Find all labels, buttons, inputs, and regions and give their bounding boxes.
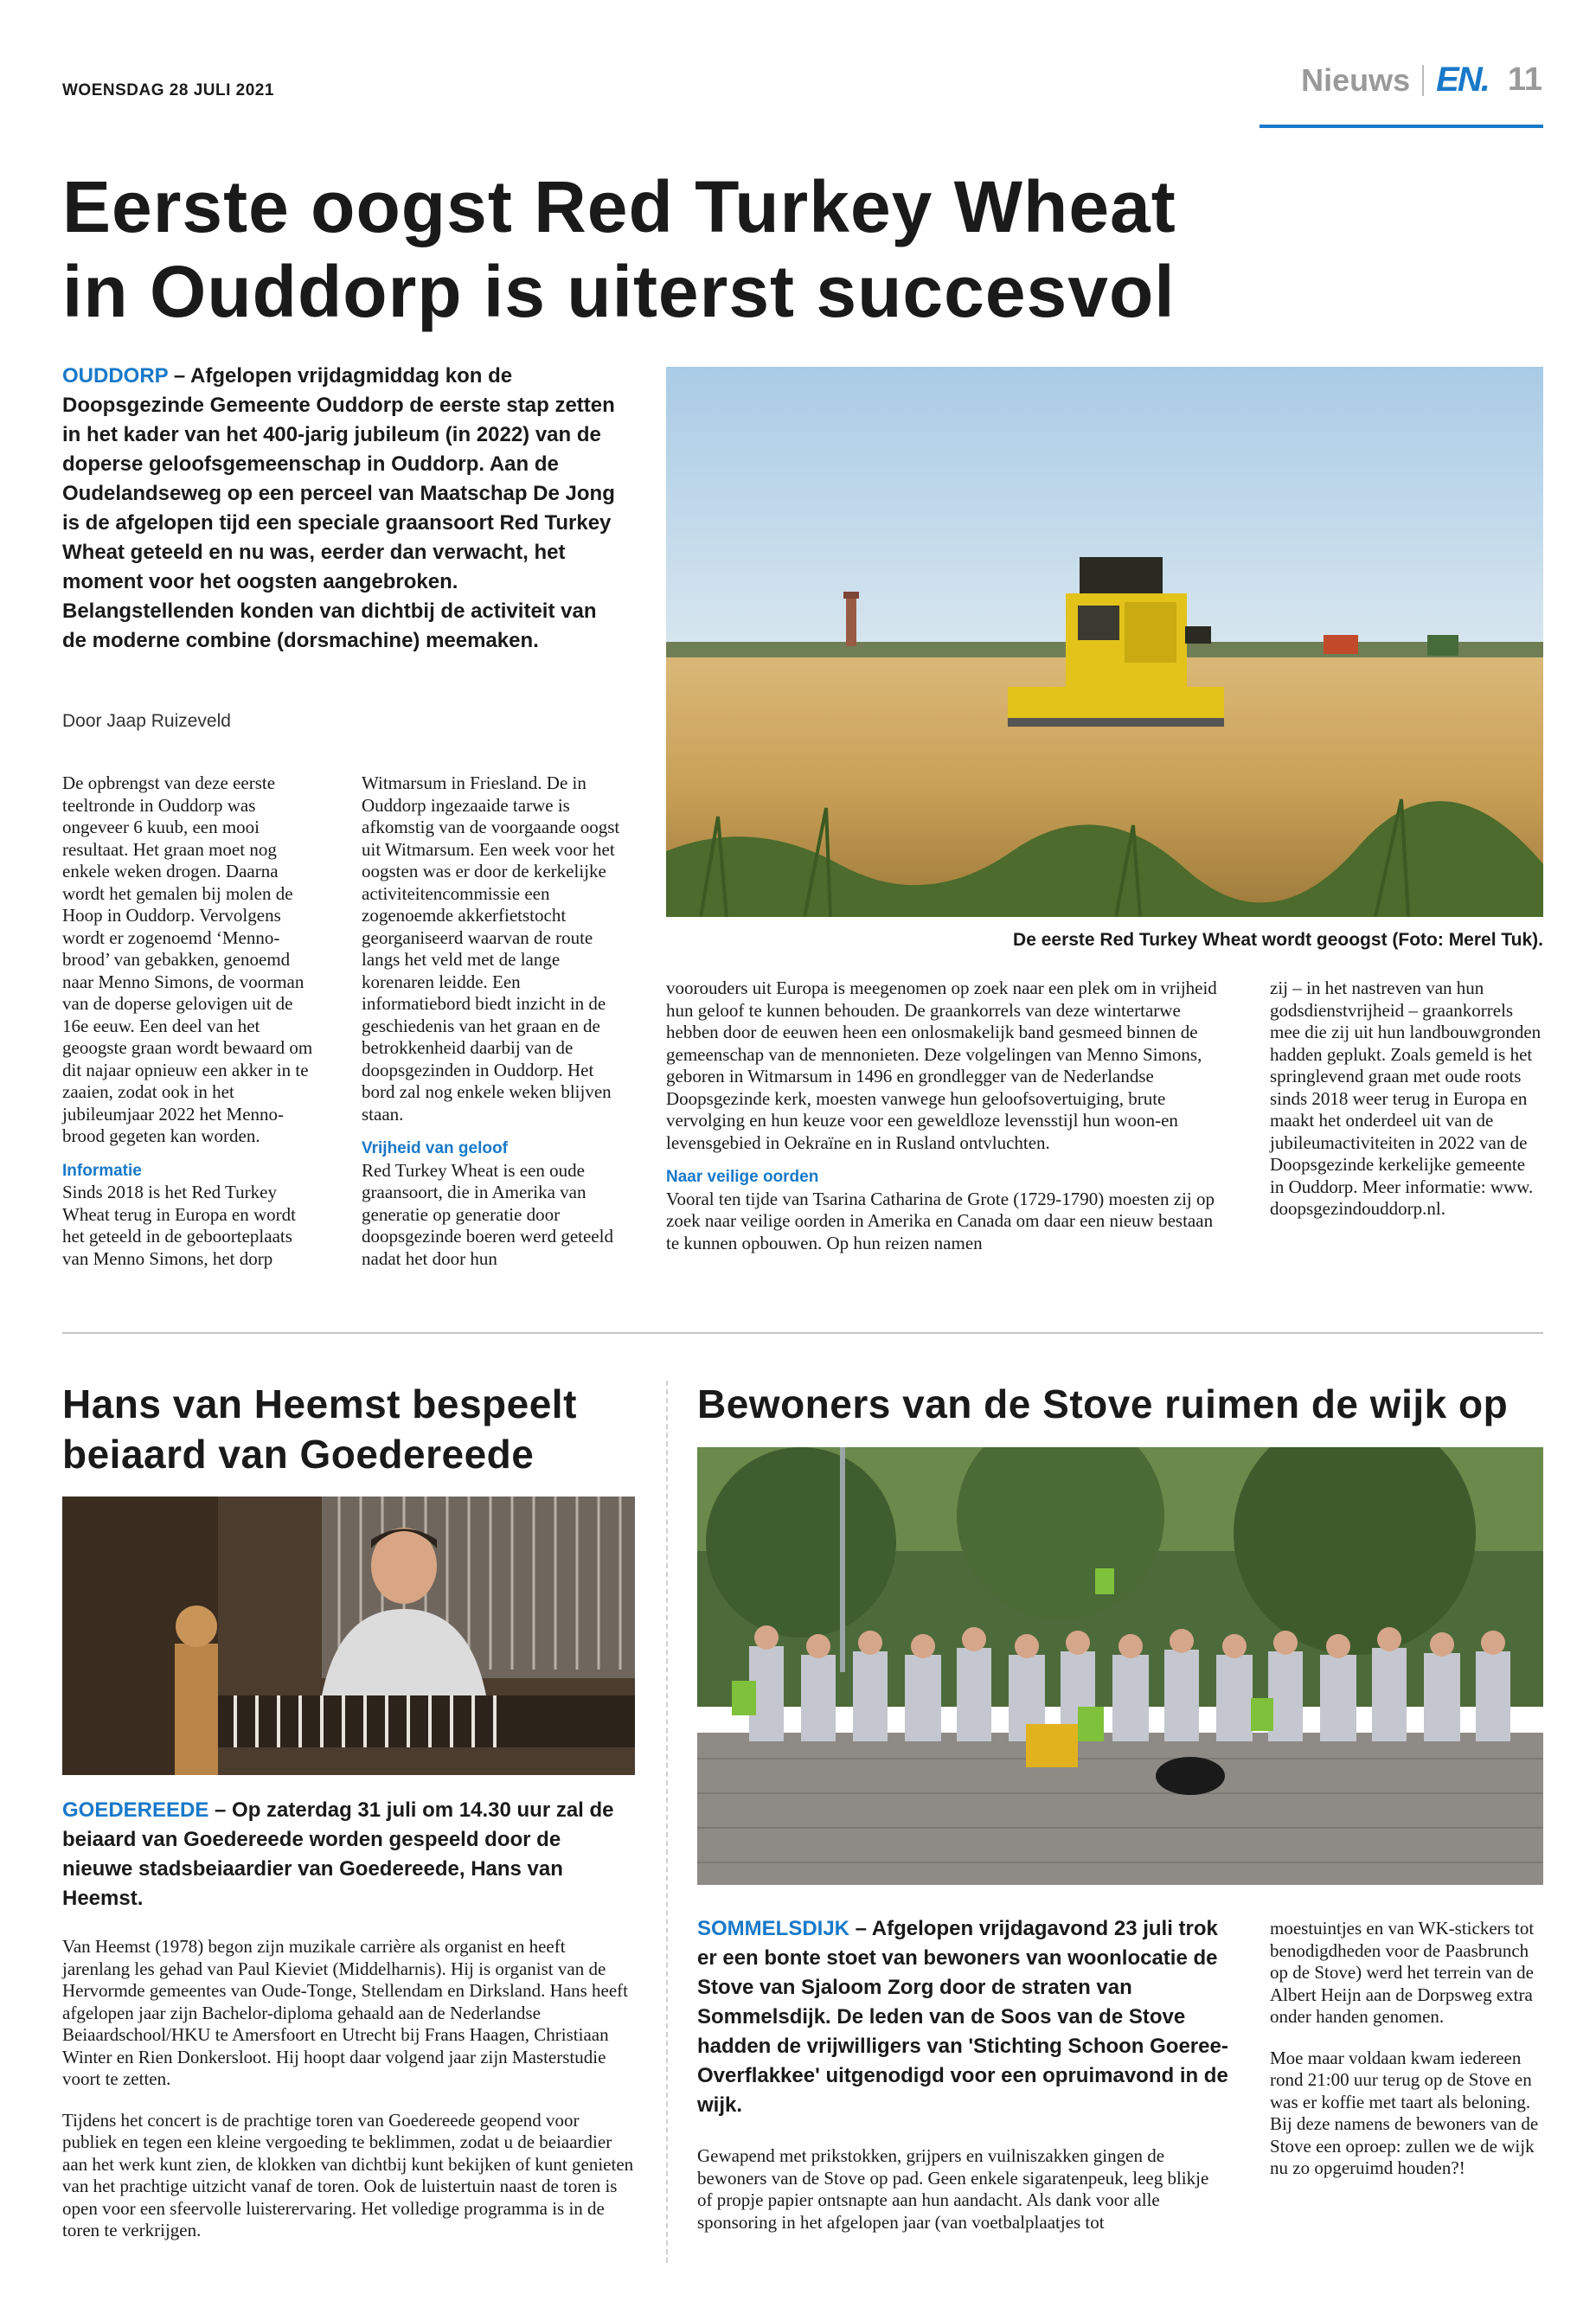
combine-harvester-photo <box>666 367 1543 917</box>
column-divider <box>666 1381 668 2263</box>
article2-body <box>62 1936 635 2253</box>
carillonneur-photo <box>62 1497 635 1775</box>
article1-col4-paragraph: zij – in het nastreven van hun godsdienstvrijheid – graankorrels mee die zij uit hun landbouwgronden hadden geplukt. Zoals gemeld is het springlevend graan met oude roots sinds 2018 weer terug in Europa en maakt het onderdeel uit van de jubileumactiviteiten in 2022 van de Doopsgezinde kerkelijke gemeente in Ouddorp. Meer informatie: www. doopsgezindouddorp.nl. <box>1270 977 1542 1219</box>
article3-headline: Bewoners van de Stove ruimen de wijk op <box>697 1381 1509 1426</box>
article2-paragraph-2: Tijdens het concert is de prachtige toren van Goedereede geopend voor publiek en tegen een kleine vergoeding te beklimmen, zodat u de beiaardier aan het werk kunt zien, de klokken van dichtbij kunt bekijken of kunt genieten van het prachtige uitzicht vanaf de toren. Ook de luistertuin naast de toren is open voor een sfeervolle luisterervaring. Het volledige programma is in de toren te verkrijgen. <box>62 2109 634 2240</box>
article1-lead <box>62 362 616 656</box>
article1-column-3 <box>666 977 1220 1265</box>
article2-lead-text: – Op zaterdag 31 juli om 14.30 uur zal de beiaard van Goedereede worden gespeeld door de nieuwe stadsbeiaardier van Goedereede, Hans van Heemst. <box>62 1798 614 1910</box>
article1-col3-paragraph-2: Vooral ten tijde van Tsarina Catharina de Grote (1729-1790) moesten zij op zoek naar veilige oorden in Amerika en Canada om daar een nieuw bestaan te kunnen opbouwen. Op hun reizen namen <box>666 1188 1215 1253</box>
article1-column-4 <box>1270 977 1543 1231</box>
section-divider <box>62 1332 1543 1334</box>
article2-lead <box>62 1796 635 1913</box>
article1-column-1 <box>62 772 322 1280</box>
article1-col3-paragraph: voorouders uit Europa is meegenomen op zoek naar een plek om in vrijheid hun geloof te kunnen behouden. De graankorrels van deze wintertarwe hebben door de eeuwen heen een onlosmakelijk band gesmeed binnen de gemeenschap van de mennonieten. Deze volgelingen van Menno Simons, geboren in Witmarsum in 1496 en grondlegger van de Nederlandse Doopsgezinde kerk, moesten vanwege hun geloofsovertuiging, brute vervolging en hun keuze voor een geweldloze levensstijl hun woon-en levensgebied in Oekraïne en in Rusland ontvluchten. <box>666 977 1217 1153</box>
article3-lead <box>697 1914 1234 2120</box>
article1-col1-paragraph-2: Sinds 2018 is het Red Turkey Wheat terug in Europa en wordt het geteeld in de geboorteplaats van Menno Simons, het dorp <box>62 1182 296 1269</box>
issue-date: WOENSDAG 28 JULI 2021 <box>62 81 274 99</box>
article3-col2-paragraph: moestuintjes en van WK-stickers tot benodigdheden voor de Paasbrunch op de Stove) werd het terrein van de Albert Heijn aan de Dorpsweg extra onder handen genomen. <box>1270 1918 1535 2027</box>
article2-dateline: GOEDEREEDE <box>62 1798 209 1822</box>
article1-headline: Eerste oogst Red Turkey Wheat in Ouddorp is uiterst succesvol <box>62 166 1176 332</box>
article3-body <box>697 2145 1216 2244</box>
en-logo: EN. <box>1436 61 1489 99</box>
article1-lead-text: – Afgelopen vrijdagmiddag kon de Doopsgezinde Gemeente Ouddorp de eerste stap zetten in het kader van het 400-jarig jubileum (in 2022) van de doperse geloofsgemeenschap in Ouddorp. Aan de Oudelandseweg op een perceel van Maatschap De Jong is de afgelopen tijd een speciale graansoort Red Turkey Wheat geteeld en nu was, eerder dan verwacht, het moment voor het oogsten aangebroken. Belangstellenden konden van dichtbij de activiteit van de moderne combine (dorsmachine) meemaken. <box>62 364 615 652</box>
article1-col2-paragraph-2: Red Turkey Wheat is een oude graansoort, die in Amerika van generatie op generatie door doopsgezinde boeren werd geteeld nadat het door hun <box>362 1159 613 1269</box>
article3-column-2 <box>1270 1918 1543 2190</box>
article1-col2-paragraph: Witmarsum in Friesland. De in Ouddorp ingezaaide tarwe is afkomstig van de voorgaande oogst uit Witmarsum. Een week voor het oogsten was er door de kerkelijke activiteitencommissie een zogenoemde akkerfietstocht georganiseerd waarvan de route langs het veld met de lange korenaren leidde. Een informatiebord biedt inzicht in de geschiedenis van het graan en de betrokkenheid daarbij van de doopsgezinden in Ouddorp. Het bord zal nog enkele weken blijven staan. <box>362 772 620 1125</box>
header-rule <box>1259 125 1543 128</box>
article1-dateline: OUDDORP <box>62 364 169 388</box>
article1-subhead-oorden: Naar veilige oorden <box>666 1168 819 1186</box>
article1-col1-paragraph: De opbrengst van deze eerste teeltronde in Ouddorp was ongeveer 6 kuub, een mooi resultaat. Het graan moet nog enkele weken drogen. Daarna wordt het gemalen bij molen de Hoop in Ouddorp. Vervolgens wordt er zogenoemd ‘Menno-brood’ van gebakken, genoemd naar Menno Simons, de voorman van de doperse gelovigen uit de 16e eeuw. Een deel van het geoogste graan wordt bewaard om dit najaar opnieuw een akker in te zaaien, zodat ook in het jubileumjaar 2022 het Menno-brood gegeten kan worden. <box>62 772 313 1146</box>
article2-paragraph: Van Heemst (1978) begon zijn muzikale carrière als organist en heeft jarenlang les gehad van Paul Kieviet (Middelharnis). Hij is organist van de Hervormde gemeentes van Oude-Tonge, Stellendam en Dirksland. Hans heeft afgelopen jaar zijn Bachelor-diploma gehaald aan de Nederlandse Beiaardschool/HKU te Amersfoort en Utrecht bij Frans Haagen, Christiaan Winter en Rien Donkersloot. Hij hoopt daar volgend jaar zijn Masterstudie voort te zetten. <box>62 1936 628 2089</box>
article1-photo-caption: De eerste Red Turkey Wheat wordt geoogst (Foto: Merel Tuk). <box>1013 930 1543 950</box>
article1-subhead-vrijheid: Vrijheid van geloof <box>362 1139 508 1157</box>
article3-dateline: SOMMELSDIJK <box>697 1917 850 1940</box>
article1-byline: Door Jaap Ruizeveld <box>62 711 231 731</box>
page-number: 11 <box>1507 61 1542 98</box>
article3-lead-text: – Afgelopen vrijdagavond 23 juli trok er een bonte stoet van bewoners van woonlocatie de Stove van Sjaloom Zorg door de straten van Sommelsdijk. De leden van de Soos van de Stove hadden de vrijwilligers van 'Stichting Schoon Goeree-Overflakkee' uitgenodigd voor een opruimavond in de wijk. <box>697 1917 1228 2117</box>
section-label: Nieuws <box>1301 61 1411 98</box>
article1-subhead-informatie: Informatie <box>62 1161 142 1180</box>
header-divider <box>1422 65 1424 96</box>
article2-headline: Hans van Heemst bespeelt beiaard van Goedereede <box>62 1381 577 1477</box>
page-header <box>1301 61 1542 99</box>
article1-column-2 <box>362 772 631 1280</box>
cleanup-group-photo <box>697 1447 1543 1885</box>
article3-paragraph: Gewapend met prikstokken, grijpers en vuilniszakken gingen de bewoners van de Stove op pad. Geen enkele sigaratenpeuk, leeg blikje of propje papier ontsnapte aan hun aandacht. Als dank voor alle sponsoring in het afgelopen jaar (van voetbalplaatjes tot <box>697 2145 1209 2233</box>
article3-col2-paragraph-2: Moe maar voldaan kwam iedereen rond 21:00 uur terug op de Stove en was er koffie met taart als beloning. Bij deze namens de bewoners van de Stove een oproep: zullen we de wijk nu zo opgeruimd houden?! <box>1270 2047 1539 2178</box>
